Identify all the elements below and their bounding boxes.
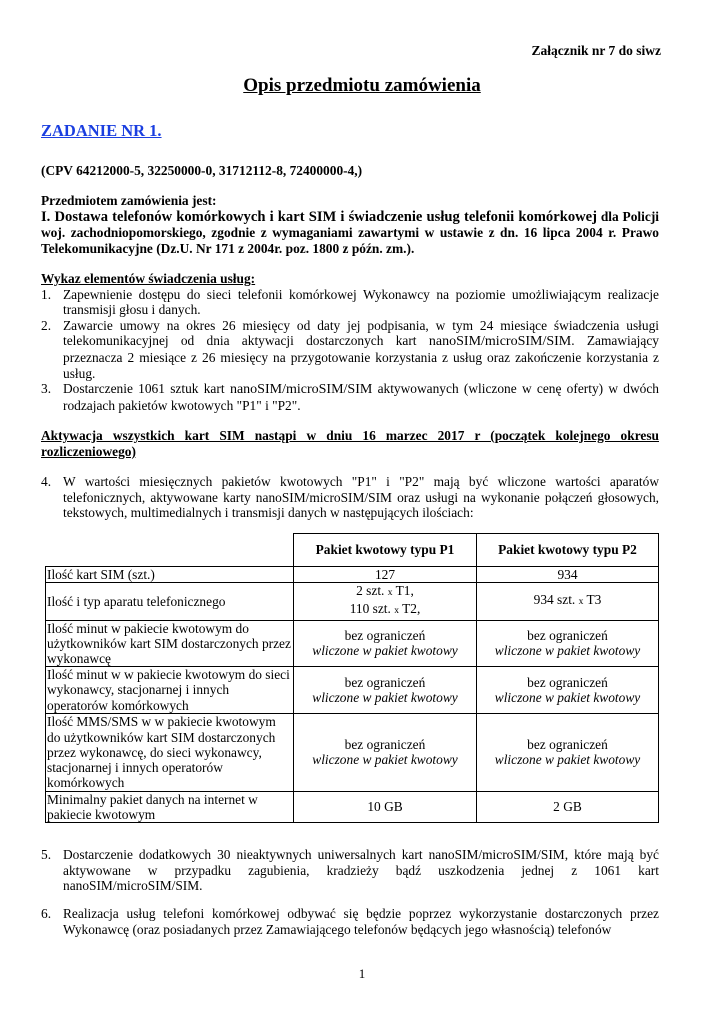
subject-line-tail: dla Policji	[597, 208, 659, 224]
page-number: 1	[358, 966, 366, 981]
package-table	[45, 533, 659, 823]
subject-intro: Przedmiotem zamówienia jest:	[41, 193, 217, 208]
table-row: Ilość kart SIM (szt.) 127 934	[46, 567, 659, 583]
item-6-text: Realizacja usług telefoni komórkowej odbywać się będzie poprzez wykorzystanie dostarczonych przez Wykonawcę (oraz posiadanych przez Zamawiającego telefonów będących jego własnością) telefonów	[63, 906, 659, 937]
cpv-codes: (CPV 64212000-5, 32250000-0, 31712112-8, 72400000-4,)	[41, 163, 363, 178]
item-4: 4. W wartości miesięcznych pakietów kwotowych "P1" i "P2" mają być wliczone wartości aparatów telefonicznych, aktywowane karty nanoSIM/microSIM/SIM oraz usługi na wykonanie połączeń głosowych, tekstowych, multimedialnych i transmisji danych w następujących ilościach:	[41, 474, 659, 521]
item-6: 6. Realizacja usług telefoni komórkowej odbywać się będzie poprzez wykorzystanie dostarczonych przez Wykonawcę (oraz posiadanych przez Zamawiającego telefonów będących jego własnością) telefonów	[41, 906, 659, 937]
subject-line	[41, 209, 659, 226]
services-heading: Wykaz elementów świadczenia usług:	[41, 271, 256, 286]
table-row: Ilość MMS/SMS w w pakiecie kwotowym do użytkowników kart SIM dostarczonych przez wykonawcę, do sieci wykonawcy, stacjonarnej i innych operatorów komórkowych bez ograniczeń wliczone w pakiet kwotowy bez ograniczeń wliczone w pakiet kwotowy	[46, 713, 659, 791]
table-row: Minimalny pakiet danych na internet w pakiecie kwotowym 10 GB 2 GB	[46, 791, 659, 822]
item-5-text: Dostarczenie dodatkowych 30 nieaktywnych uniwersalnych kart nanoSIM/microSIM/SIM, które mają być aktywowane w przypadku zagubienia, kradzieży bądź uszkodzenia jednej z 1061 kart nanoSIM/microSIM/SIM.	[63, 847, 659, 894]
subject-section	[41, 193, 659, 256]
column-header-p2: Pakiet kwotowy typu P2	[477, 534, 659, 567]
attachment-label: Załącznik nr 7 do siwz	[531, 43, 661, 58]
activation-note: Aktywacja wszystkich kart SIM nastąpi w dniu 16 marzec 2017 r (początek kolejnego okresu rozliczeniowego)	[41, 428, 659, 459]
column-header-p1: Pakiet kwotowy typu P1	[294, 534, 477, 567]
page-title: Opis przedmiotu zamówienia	[243, 75, 481, 96]
subject-rest: woj. zachodniopomorskiego, zgodnie z wymaganiami zawartymi w ustawie z dn. 16 lipca 2004 r. Prawo Telekomunikacyjne (Dz.U. Nr 171 z 2004r. poz. 1800 z późn. zm.).	[41, 225, 659, 256]
table-row: Ilość minut w w pakiecie kwotowym do sieci wykonawcy, stacjonarnej i innych operatorów komórkowych bez ograniczeń wliczone w pakiet kwotowy bez ograniczeń wliczone w pakiet kwotowy	[46, 667, 659, 714]
services-section	[41, 271, 659, 413]
table-row: Ilość i typ aparatu telefonicznego 2 szt. x T1, 110 szt. x T2, 934 szt. x T3	[46, 583, 659, 620]
table-header-row	[46, 534, 659, 567]
task-heading: ZADANIE NR 1.	[41, 121, 162, 140]
table-row: Ilość minut w pakiecie kwotowym do użytkowników kart SIM dostarczonych przez wykonawcę bez ograniczeń wliczone w pakiet kwotowy bez ograniczeń wliczone w pakiet kwotowy	[46, 620, 659, 667]
item-5: 5. Dostarczenie dodatkowych 30 nieaktywnych uniwersalnych kart nanoSIM/microSIM/SIM, które mają być aktywowane w przypadku zagubienia, kradzieży bądź uszkodzenia jednej z 1061 kart nanoSIM/microSIM/SIM.	[41, 847, 659, 894]
list-item: 1. Zapewnienie dostępu do sieci telefonii komórkowej Wykonawcy na poziomie umożliwiającym realizacje transmisji głosu i danych.	[41, 286, 659, 318]
list-item: 3. Dostarczenie 1061 sztuk kart nanoSIM/microSIM/SIM aktywowanych (wliczone w cenę oferty) w dwóch rodzajach pakietów kwotowych "P1" i "P2".	[41, 381, 659, 413]
subject-line-main: I. Dostawa telefonów komórkowych i kart SIM i świadczenie usług telefonii komórkowej	[41, 208, 597, 225]
item-4-text: W wartości miesięcznych pakietów kwotowych "P1" i "P2" mają być wliczone wartości aparatów telefonicznych, aktywowane karty nanoSIM/microSIM/SIM oraz usługi na wykonanie połączeń głosowych, tekstowych, multimedialnych i transmisji danych w następujących ilościach:	[63, 474, 659, 521]
list-item: 2. Zawarcie umowy na okres 26 miesięcy od daty jej podpisania, w tym 24 miesiące świadczenia usługi telekomunikacyjnej od dnia aktywacji dostarczonych kart nanoSIM/microSIM/SIM. Zamawiający przeznacza 2 miesiące z 26 miesięcy na przygotowanie korzystania z usług oraz zakończenie korzystania z usług.	[41, 317, 659, 381]
